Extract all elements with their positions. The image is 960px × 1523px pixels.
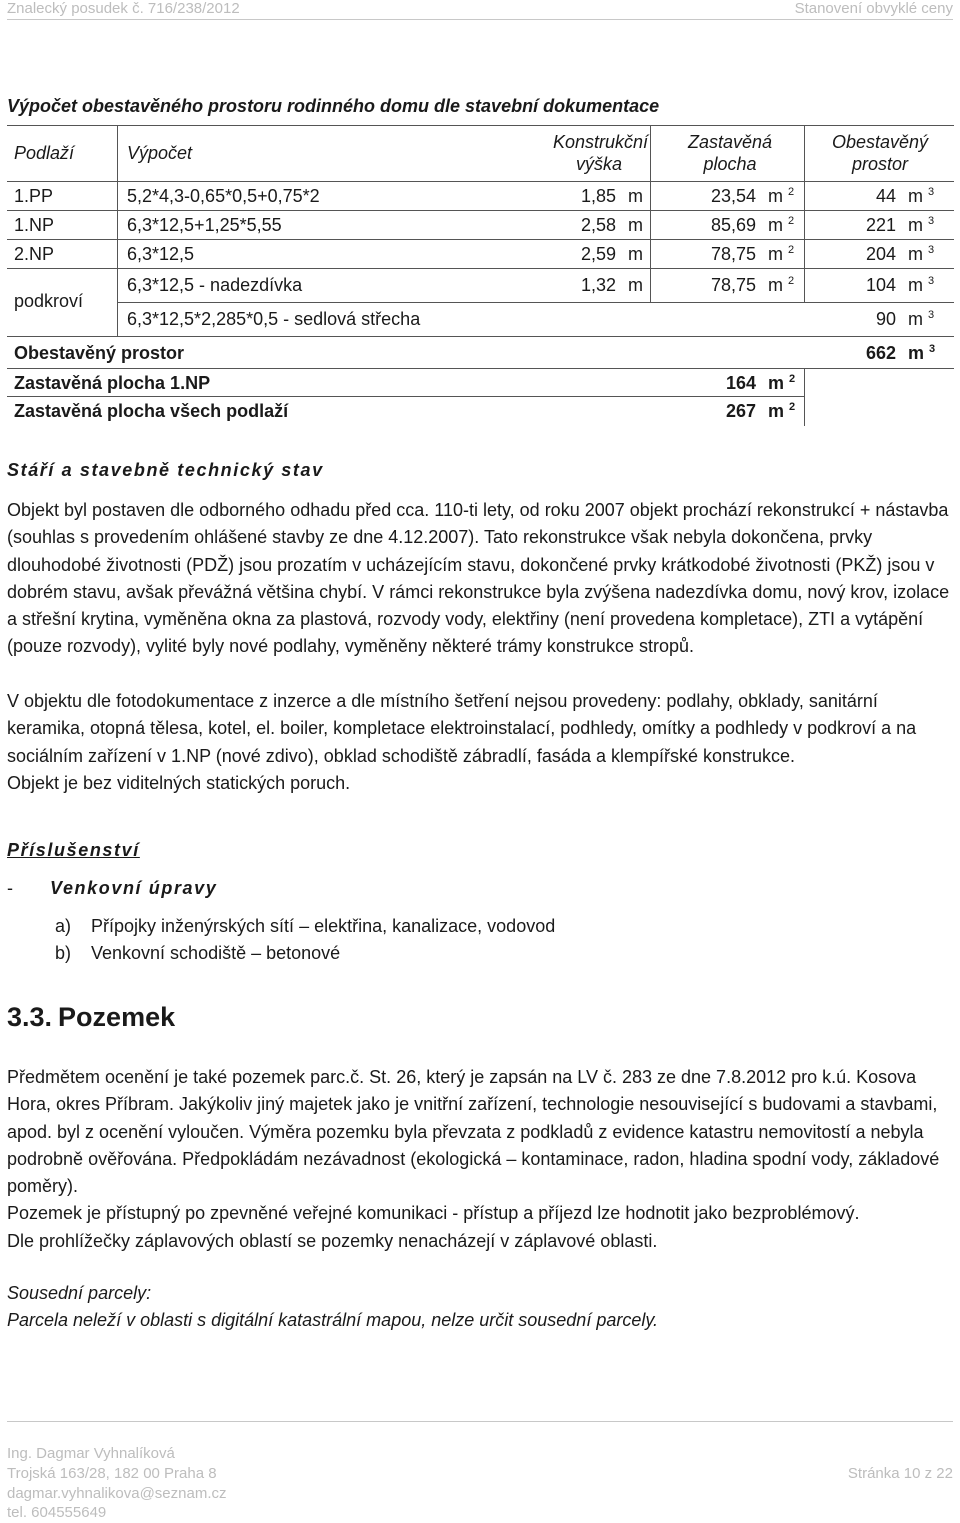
accessories-title: Příslušenství [7,840,140,860]
table-rule [117,302,954,303]
table-rule [7,181,954,182]
col-height-line1: Konstrukční [552,132,648,152]
table-rule [7,396,804,397]
row-height: 2,59 [580,244,616,264]
accessories-dash: - [7,878,13,898]
total-area-all-unit: m $^2$ [768,401,796,421]
outdoor-works-title: Venkovní úpravy [50,878,218,898]
col-height-header [520,131,648,175]
land-paragraph-2: Pozemek je přístupný po zpevněné veřejné komunikaci - přístup a příjezd lze hodnotit jako bezproblémový. [7,1203,860,1223]
row-height-unit: m [628,186,643,206]
attic-floor: podkroví [14,291,84,311]
list-item: Venkovní schodiště – betonové [91,943,341,963]
footer-rule [7,1421,953,1422]
row-floor: 2.NP [14,244,55,264]
col-calc-header: Výpočet [127,143,193,163]
attic-height-1: 1,32 [580,275,616,295]
list-item: Přípojky inženýrských sítí – elektřina, kanalizace, vodovod [91,916,556,936]
age-section-title: Stáří a stavebně technický stav [7,460,324,480]
header-section-title: Stanovení obvyklé ceny [794,0,953,17]
footer-page-number: Stránka 10 z 22 [847,1465,953,1482]
row-calc: 6,3*12,5+1,25*5,55 [127,215,282,235]
table-rule [804,368,805,426]
attic-calc-2: 6,3*12,5*2,285*0,5 - sedlová střecha [127,309,421,329]
land-section-title: Pozemek [58,1002,176,1032]
footer-email: dagmar.vyhnalikova@seznam.cz [7,1485,227,1502]
row-area-unit: m $^2$ [768,215,795,235]
table-rule [117,125,118,336]
col-volume-line1: Obestavěný [831,132,929,152]
row-height-unit: m [628,215,643,235]
land-paragraph-1: Předmětem ocenění je také pozemek parc.č. St. 26, který je zapsán na LV č. 283 ze dne 7.8.2012 pro k.ú. Kosova Hora, okres Příbram. Jakýkoliv jiný majetek jako je vnitřní zařízení, technologie nesouvisející s budovami a stavbami, apod. byl z ocenění vyloučen. Výměra pozemku byla převzata z podkladů z evidence katastru nemovitostí a nebyla podrobně ověřována. Předpokládám nezávadnost (ekologická – kontaminace, radon, hladina spodní vody, základové poměry). [7,1067,940,1197]
table-rule [7,268,954,269]
row-floor: 1.PP [14,186,54,206]
attic-area-1: 78,75 [710,275,756,295]
col-area-line2: plocha [703,154,757,174]
total-area-1np-label: Zastavěná plocha 1.NP [14,373,211,393]
table-title: Výpočet obestavěného prostoru rodinného domu dle stavební dokumentace [7,96,660,116]
attic-volume-2: 90 [875,309,896,329]
total-area-1np-value: 164 [725,373,756,393]
col-area-line1: Zastavěná [687,132,773,152]
row-area: 78,75 [710,244,756,264]
row-height-unit: m [628,244,643,264]
neighbors-text: Parcela neleží v oblasti s digitální katastrální mapou, nelze určit sousední parcely. [7,1310,659,1330]
row-calc: 6,3*12,5 [127,244,195,264]
table-rule [804,125,805,302]
row-area-unit: m $^2$ [768,244,795,264]
header-document-title: Znalecký posudek č. 716/238/2012 [7,0,240,17]
row-volume-unit: m $^3$ [908,244,935,264]
row-area-unit: m $^2$ [768,186,795,206]
footer-phone: tel. 604555649 [7,1504,107,1521]
col-area-header [665,131,795,175]
total-area-1np-unit: m $^2$ [768,373,796,393]
age-paragraph-2: V objektu dle fotodokumentace z inzerce a dle místního šetření nejsou provedeny: podlahy, obklady, sanitární keramika, otopná tělesa, kotel, el. boiler, kompletace elektroinstalací, podhledy, omítky a podhledy v podkroví a na sociálním zařízení v 1.NP (nové zdivo), obklad schodiště zábradlí, fasáda a klempířské konstrukce. [7,691,917,766]
attic-volume-unit: m $^3$ [908,309,935,329]
age-paragraph-3: Objekt je bez viditelných statických poruch. [7,773,351,793]
total-area-all-value: 267 [725,401,756,421]
total-area-all-label: Zastavěná plocha všech podlaží [14,401,289,421]
total-volume-unit: m $^3$ [908,343,936,363]
col-height-line2: výška [575,154,622,174]
age-paragraph-1: Objekt byl postaven dle odborného odhadu před cca. 110-ti lety, od roku 2007 objekt prochází rekonstrukcí + nástavba (souhlas s provedením ohlášené stavby ze dne 4.12.2007). Tato rekonstrukce však nebyla dokončena, prvky dlouhodobé životnosti (PDŽ) jsou prozatím v ucházejícím stavu, dokončené prvky krátkodobé životnosti (PKŽ) jsou v dobrém stavu, avšak převážná většina chybí. V rámci rekonstrukce byla zvýšena nadezdívka domu, nový krov, izolace a střešní krytina, vyměněna okna za plastová, rozvody vody, elektřiny (není provedena kompletace), ZTI a vytápění (pouze rozvody), vylité byly nové podlahy, vyměněny některé trámy konstrukce stropů. [7,500,950,657]
row-floor: 1.NP [14,215,55,235]
row-volume-unit: m $^3$ [908,215,935,235]
table-rule [650,125,651,302]
footer-name: Ing. Dagmar Vyhnalíková [7,1445,175,1462]
list-item-marker: b) [55,943,72,963]
table-rule [7,368,954,369]
land-section-heading [7,1002,175,1033]
col-volume-line2: prostor [851,154,909,174]
table-rule [7,210,954,211]
table-rule [7,239,954,240]
row-volume-unit: m $^3$ [908,186,935,206]
attic-volume-unit: m $^3$ [908,275,935,295]
col-floor-header: Podlaží [14,143,75,163]
total-volume-value: 662 [865,343,896,363]
row-volume: 204 [865,244,896,264]
row-volume: 44 [875,186,896,206]
row-area: 85,69 [710,215,756,235]
row-area: 23,54 [710,186,756,206]
col-volume-header [815,131,945,175]
attic-height-unit: m [628,275,643,295]
attic-area-unit: m $^2$ [768,275,795,295]
row-height: 2,58 [580,215,616,235]
land-section-number: 3.3. [7,1002,53,1032]
row-calc: 5,2*4,3-0,65*0,5+0,75*2 [127,186,320,206]
row-volume: 221 [865,215,896,235]
page-header [7,0,953,20]
row-height: 1,85 [580,186,616,206]
total-volume-label: Obestavěný prostor [14,343,185,363]
list-item-marker: a) [55,916,72,936]
footer-address: Trojská 163/28, 182 00 Praha 8 [7,1465,217,1482]
neighbors-title: Sousední parcely: [7,1283,152,1303]
attic-calc-1: 6,3*12,5 - nadezdívka [127,275,303,295]
table-rule [7,125,954,126]
attic-volume-1: 104 [865,275,896,295]
table-rule [7,336,954,337]
land-paragraph-3: Dle prohlížečky záplavových oblastí se pozemky nenacházejí v záplavové oblasti. [7,1231,658,1251]
